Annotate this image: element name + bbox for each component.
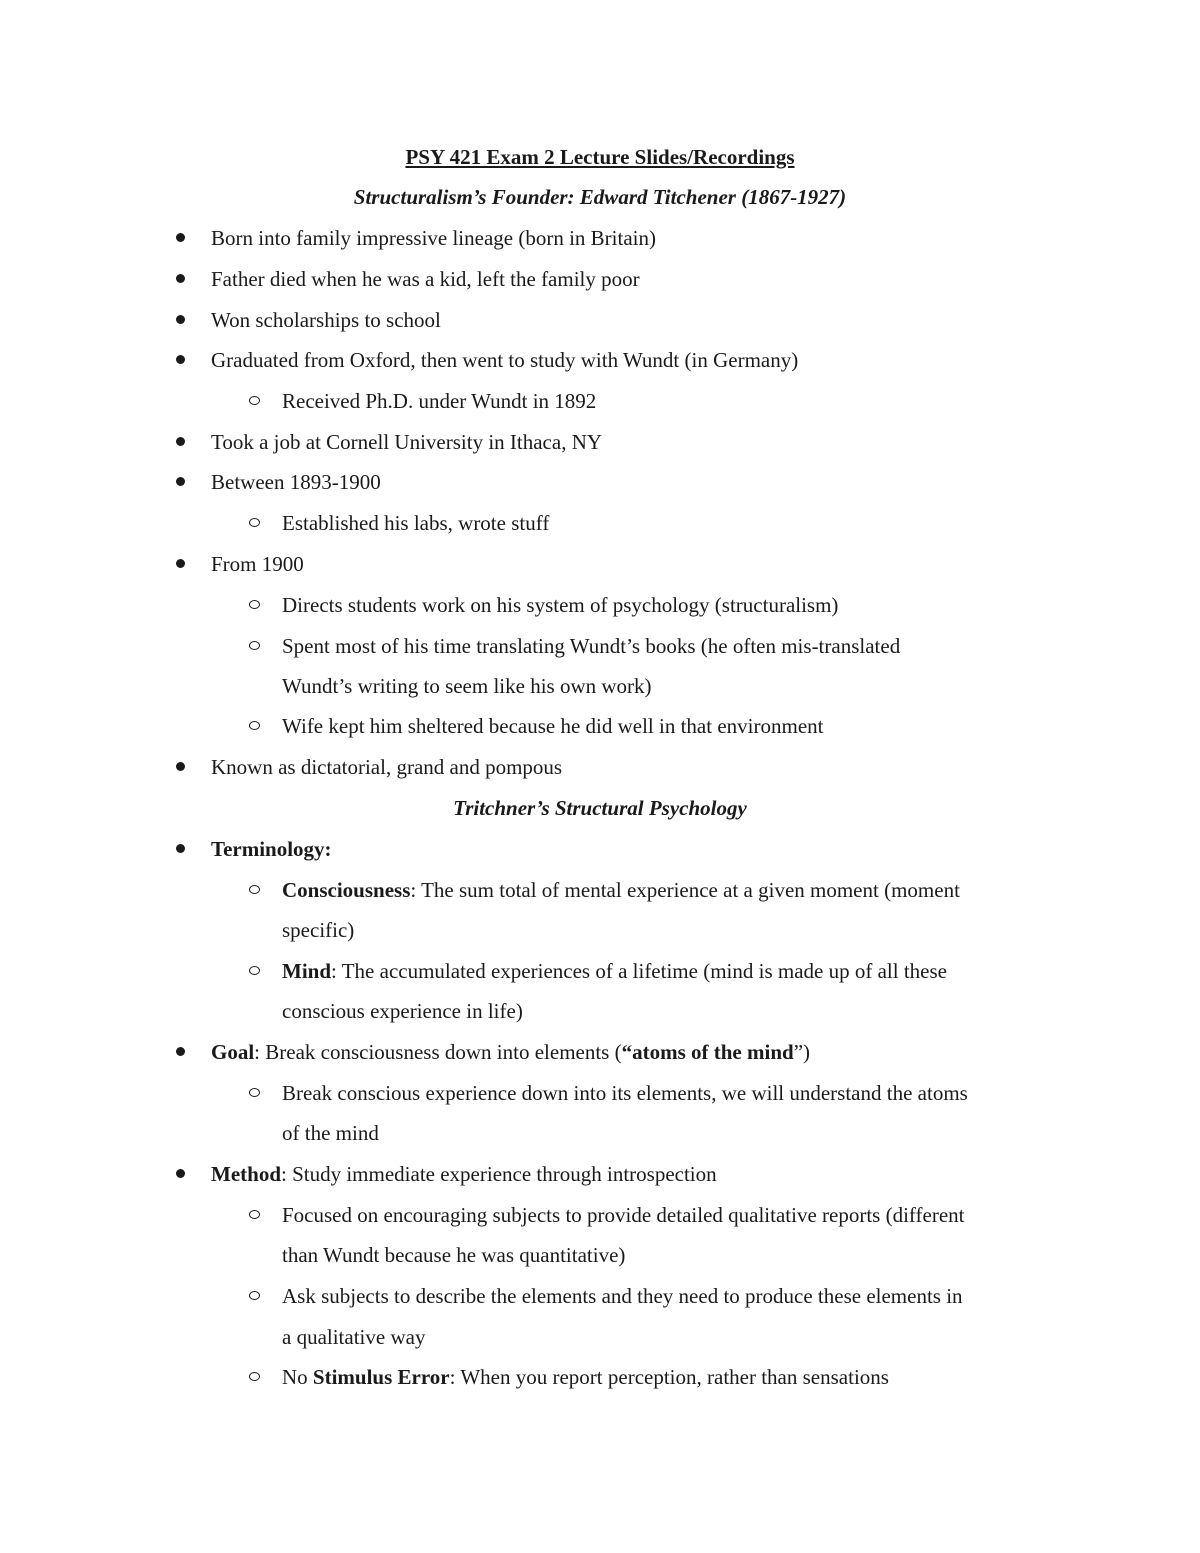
bullet-icon — [176, 1047, 185, 1056]
sub-bullet-icon — [249, 721, 260, 730]
sub-list-item-continuation: Wundt’s writing to seem like his own work) — [282, 674, 652, 698]
term-goal: Goal — [211, 1040, 255, 1064]
sub-list-item-continuation: of the mind — [282, 1121, 379, 1145]
method-text: : Study immediate experience through introspection — [281, 1162, 717, 1186]
sub-bullet-icon — [249, 1210, 260, 1219]
goal-atoms-of-mind: “atoms of the mind — [621, 1040, 794, 1064]
sub-list-item: Wife kept him sheltered because he did well in that environment — [282, 714, 824, 738]
sub-list-item: Break conscious experience down into its elements, we will understand the atoms — [282, 1081, 968, 1105]
list-item: Known as dictatorial, grand and pompous — [211, 755, 563, 779]
stimulus-error-definition: : When you report perception, rather than sensations — [449, 1365, 889, 1389]
list-item: Took a job at Cornell University in Ithaca, NY — [211, 430, 603, 454]
sub-list-item-consciousness — [282, 878, 960, 902]
bullet-icon — [176, 315, 185, 324]
list-item: Won scholarships to school — [211, 308, 441, 332]
sub-bullet-icon — [249, 966, 260, 975]
sub-list-item: Established his labs, wrote stuff — [282, 511, 550, 535]
section-heading-founder: Structuralism’s Founder: Edward Titchener (1867-1927) — [353, 185, 847, 209]
sub-list-item-continuation: specific) — [282, 918, 355, 942]
bullet-icon — [176, 559, 185, 568]
list-item: Graduated from Oxford, then went to study with Wundt (in Germany) — [211, 348, 799, 372]
sub-list-item: Directs students work on his system of psychology (structuralism) — [282, 593, 839, 617]
sub-bullet-icon — [249, 1291, 260, 1300]
list-item-terminology — [211, 837, 332, 861]
sub-bullet-icon — [249, 396, 260, 405]
list-item: Born into family impressive lineage (born in Britain) — [211, 226, 656, 250]
list-item: From 1900 — [211, 552, 304, 576]
sub-list-item-continuation: a qualitative way — [282, 1325, 426, 1349]
sub-list-item: Received Ph.D. under Wundt in 1892 — [282, 389, 597, 413]
list-item: Father died when he was a kid, left the family poor — [211, 267, 640, 291]
sub-bullet-icon — [249, 600, 260, 609]
section-heading-structural-psychology: Tritchner’s Structural Psychology — [453, 796, 747, 820]
bullet-icon — [176, 1169, 185, 1178]
definition-mind: : The accumulated experiences of a lifetime (mind is made up of all these — [331, 959, 947, 983]
goal-text: : Break consciousness down into elements ( — [254, 1040, 622, 1064]
bullet-icon — [176, 762, 185, 771]
sub-list-item: Ask subjects to describe the elements and they need to produce these elements in — [282, 1284, 963, 1308]
term-mind: Mind — [282, 959, 332, 983]
bullet-icon — [176, 477, 185, 486]
list-item-method — [211, 1162, 717, 1186]
sub-list-item: Focused on encouraging subjects to provide detailed qualitative reports (different — [282, 1203, 965, 1227]
sub-list-item-continuation: conscious experience in life) — [282, 999, 523, 1023]
bullet-icon — [176, 274, 185, 283]
sub-bullet-icon — [249, 1088, 260, 1097]
sub-list-item: Spent most of his time translating Wundt’s books (he often mis-translated — [282, 634, 901, 658]
term-stimulus-error: Stimulus Error — [312, 1365, 450, 1389]
sub-list-item-mind — [282, 959, 947, 983]
list-item: Between 1893-1900 — [211, 470, 381, 494]
term-consciousness: Consciousness — [282, 878, 411, 902]
sub-bullet-icon — [249, 518, 260, 527]
term-method: Method — [211, 1162, 281, 1186]
list-item-goal — [211, 1040, 810, 1064]
sub-bullet-icon — [249, 641, 260, 650]
bullet-icon — [176, 437, 185, 446]
definition-consciousness: : The sum total of mental experience at a given moment (moment — [410, 878, 960, 902]
sub-bullet-icon — [249, 885, 260, 894]
goal-text-end: ”) — [793, 1040, 811, 1064]
terminology-label: Terminology: — [211, 837, 332, 861]
sub-list-item-continuation: than Wundt because he was quantitative) — [282, 1243, 626, 1267]
bullet-icon — [176, 233, 185, 242]
bullet-icon — [176, 844, 185, 853]
bullet-icon — [176, 355, 185, 364]
sub-bullet-icon — [249, 1372, 260, 1381]
stimulus-error-prefix: No — [282, 1365, 313, 1389]
sub-list-item-stimulus-error — [282, 1365, 889, 1389]
document-title: PSY 421 Exam 2 Lecture Slides/Recordings — [405, 145, 795, 169]
